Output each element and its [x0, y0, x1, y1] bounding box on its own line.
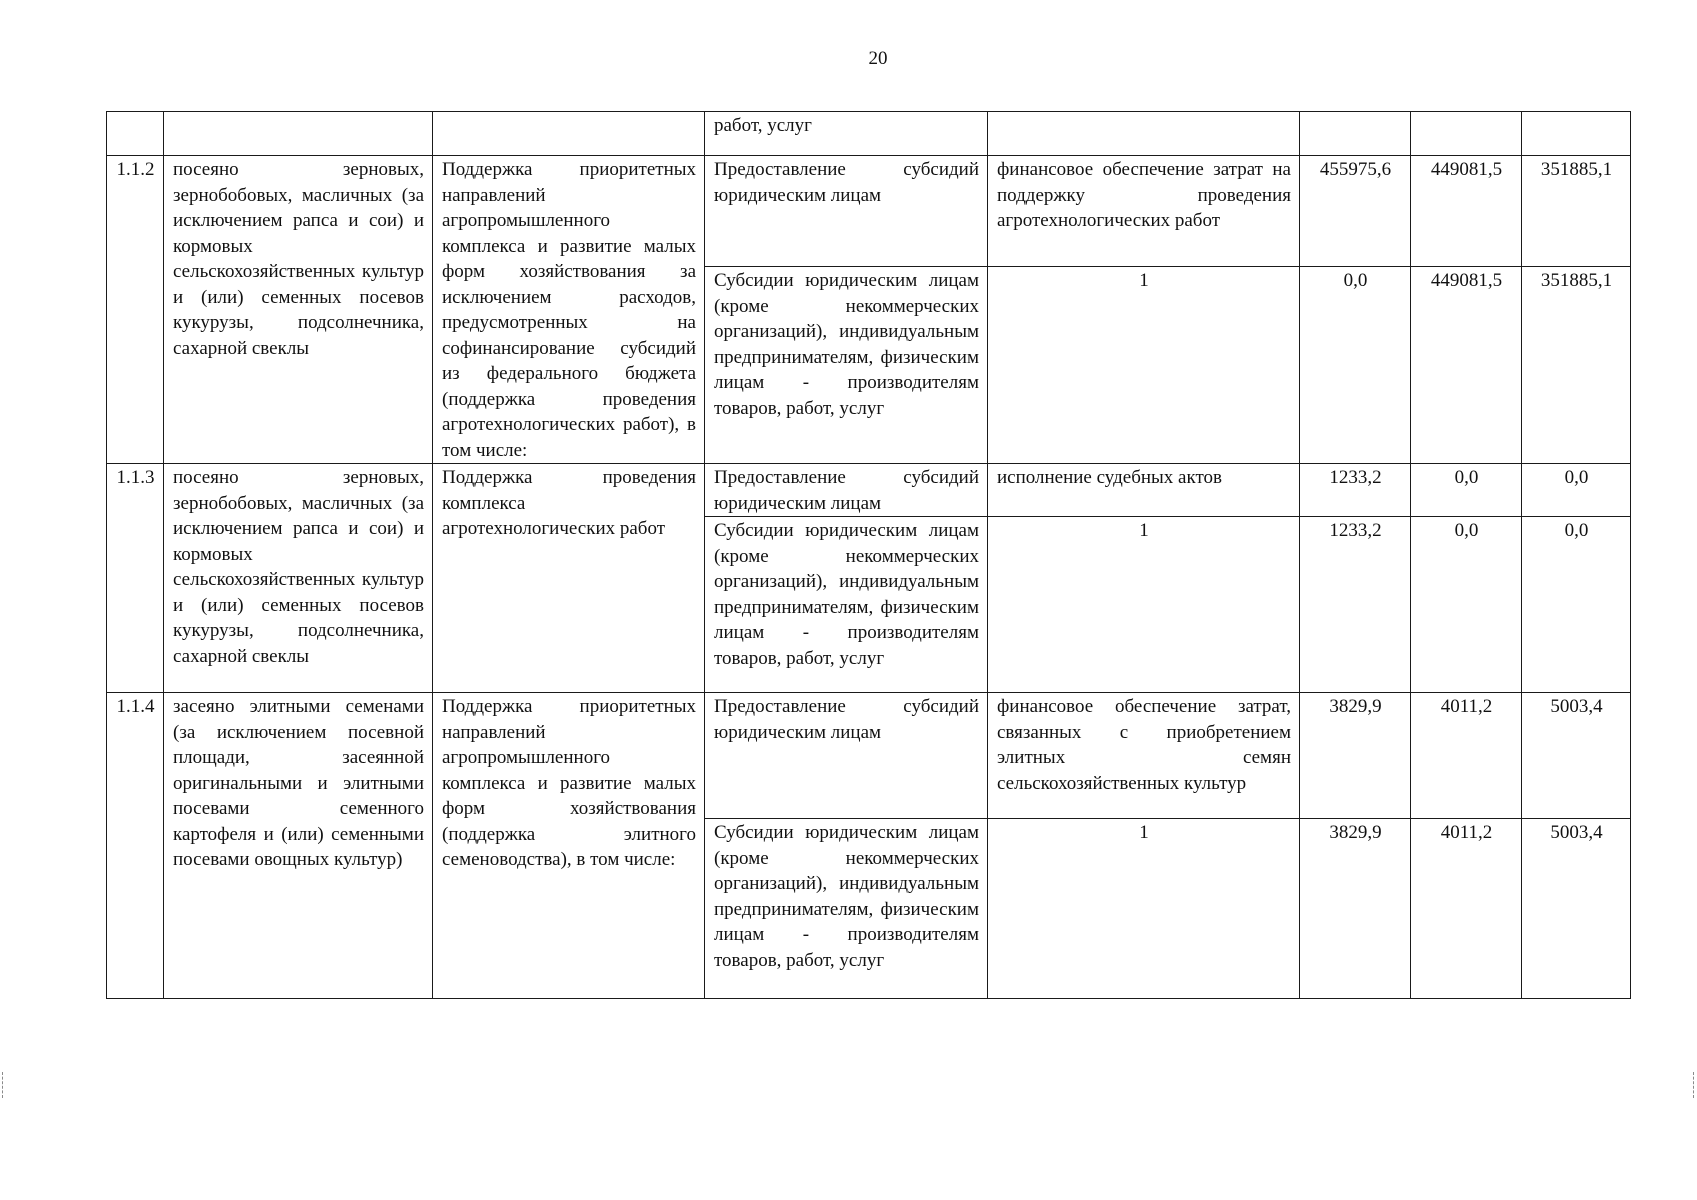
value-year-1: 0,0 [1300, 267, 1411, 464]
value-year-2: 0,0 [1411, 464, 1522, 517]
value-year-3: 5003,4 [1522, 693, 1631, 819]
purpose-text: 1 [988, 517, 1300, 693]
value-year-2: 4011,2 [1411, 693, 1522, 819]
code-cell [107, 112, 164, 156]
expense-type-text: Предоставление субсидий юридическим лицам [705, 464, 988, 517]
expense-type-text: Субсидии юридическим лицам (кроме некоммерческих организаций), индивидуальным предпринимателям, физическим лицам - производителям товаров, работ, услуг [705, 819, 988, 999]
value-year-1: 1233,2 [1300, 517, 1411, 693]
purpose-text: исполнение судебных актов [988, 464, 1300, 517]
table-row [107, 464, 1631, 517]
purpose-text: 1 [988, 819, 1300, 999]
edge-mark-left [2, 1072, 3, 1098]
edge-mark-right [1693, 1072, 1694, 1098]
table-row-continued [107, 112, 1631, 156]
value-year-1: 1233,2 [1300, 464, 1411, 517]
row-code: 1.1.2 [107, 156, 164, 464]
purpose-text: финансовое обеспечение затрат на поддержку проведения агротехнологических работ [988, 156, 1300, 267]
value-year-2: 0,0 [1411, 517, 1522, 693]
budget-table [106, 111, 1631, 999]
measure-cell [433, 112, 705, 156]
value-year-3: 0,0 [1522, 464, 1631, 517]
expense-type-text: Предоставление субсидий юридическим лицам [705, 693, 988, 819]
value-year-2: 4011,2 [1411, 819, 1522, 999]
value-year-1: 3829,9 [1300, 819, 1411, 999]
value-year-2: 449081,5 [1411, 156, 1522, 267]
value-year-1: 3829,9 [1300, 693, 1411, 819]
expense-type-cell: работ, услуг [705, 112, 988, 156]
indicator-text: посеяно зерновых, зернобобовых, масличных (за исключением рапса и сои) и кормовых сельскохозяйственных культур и (или) семенных посевов кукурузы, подсолнечника, сахарной свеклы [164, 464, 433, 693]
measure-text: Поддержка приоритетных направлений агропромышленного комплекса и развитие малых форм хозяйствования за исключением расходов, предусмотренных на софинансирование субсидий из федерального бюджета (поддержка проведения агротехнологических работ), в том числе: [433, 156, 705, 464]
row-code: 1.1.4 [107, 693, 164, 999]
indicator-text: засеяно элитными семенами (за исключением посевной площади, засеянной оригинальными и элитными посевами семенного картофеля и (или) семенными посевами овощных культур) [164, 693, 433, 999]
indicator-text: посеяно зерновых, зернобобовых, масличных (за исключением рапса и сои) и кормовых сельскохозяйственных культур и (или) семенных посевов кукурузы, подсолнечника, сахарной свеклы [164, 156, 433, 464]
measure-text: Поддержка приоритетных направлений агропромышленного комплекса и развитие малых форм хозяйствования (поддержка элитного семеноводства), в том числе: [433, 693, 705, 999]
table-row [107, 156, 1631, 267]
expense-type-text: Субсидии юридическим лицам (кроме некоммерческих организаций), индивидуальным предпринимателям, физическим лицам - производителям товаров, работ, услуг [705, 517, 988, 693]
value-year-3: 351885,1 [1522, 156, 1631, 267]
expense-type-text: Субсидии юридическим лицам (кроме некоммерческих организаций), индивидуальным предпринимателям, физическим лицам - производителям товаров, работ, услуг [705, 267, 988, 464]
value-year-3: 0,0 [1522, 517, 1631, 693]
value-cell [1300, 112, 1411, 156]
purpose-text: 1 [988, 267, 1300, 464]
table-row [107, 693, 1631, 819]
value-year-1: 455975,6 [1300, 156, 1411, 267]
value-cell [1522, 112, 1631, 156]
row-code: 1.1.3 [107, 464, 164, 693]
purpose-cell [988, 112, 1300, 156]
value-cell [1411, 112, 1522, 156]
indicator-cell [164, 112, 433, 156]
purpose-text: финансовое обеспечение затрат, связанных с приобретением элитных семян сельскохозяйственных культур [988, 693, 1300, 819]
value-year-3: 351885,1 [1522, 267, 1631, 464]
expense-type-text: Предоставление субсидий юридическим лицам [705, 156, 988, 267]
measure-text: Поддержка проведения комплекса агротехнологических работ [433, 464, 705, 693]
value-year-2: 449081,5 [1411, 267, 1522, 464]
value-year-3: 5003,4 [1522, 819, 1631, 999]
page-number: 20 [868, 48, 888, 69]
